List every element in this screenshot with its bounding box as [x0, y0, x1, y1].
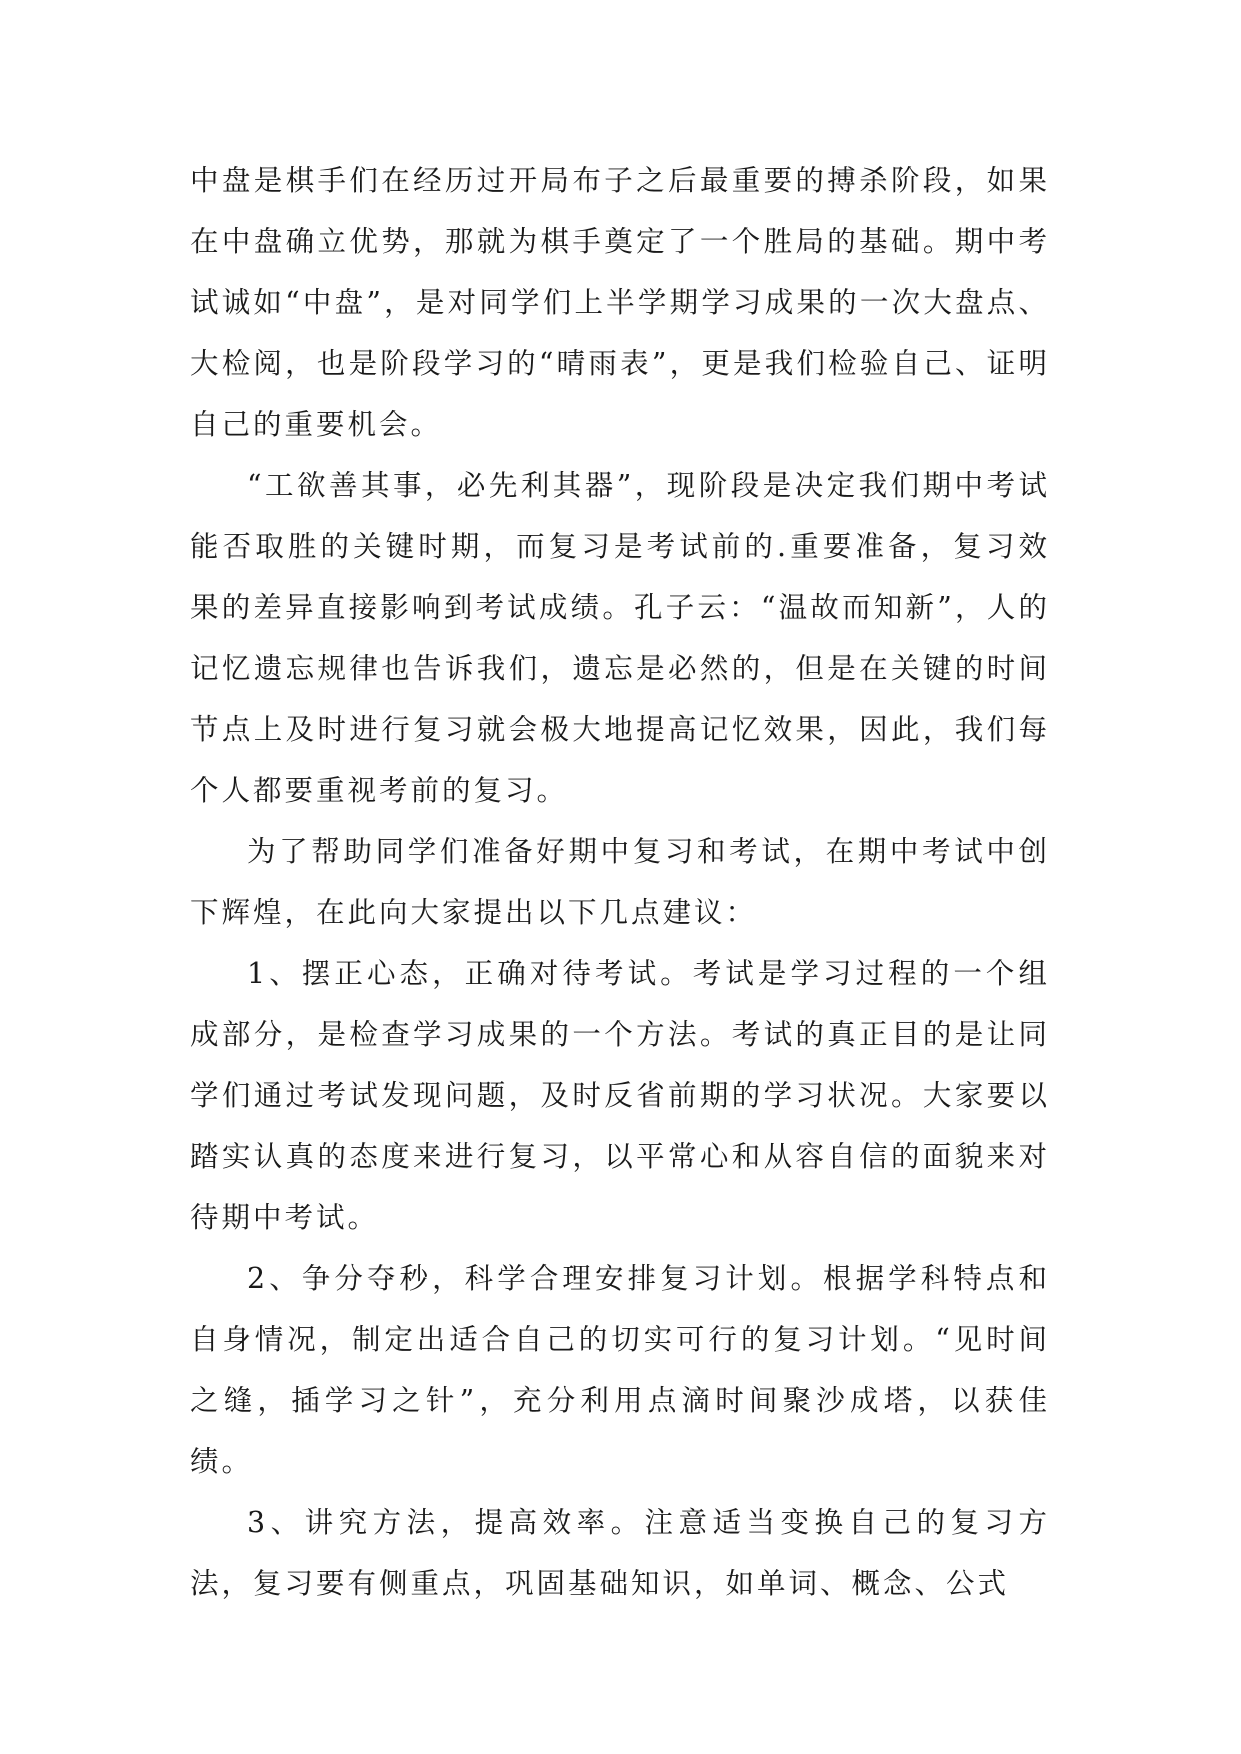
paragraph-4: 1、摆正心态，正确对待考试。考试是学习过程的一个组成部分，是检查学习成果的一个方法。考试的真正目的是让同学们通过考试发现问题，及时反省前期的学习状况。大家要以踏实认真的态度来进行复习，以平常心和从容自信的面貌来对待期中考试。 [190, 957, 1050, 1234]
document-page [190, 150, 1050, 1614]
paragraph-3: 为了帮助同学们准备好期中复习和考试，在期中考试中创下辉煌，在此向大家提出以下几点建议： [190, 835, 1050, 929]
paragraph-5: 2、争分夺秒，科学合理安排复习计划。根据学科特点和自身情况，制定出适合自己的切实可行的复习计划。“见时间之缝，插学习之针”，充分利用点滴时间聚沙成塔，以获佳绩。 [190, 1262, 1050, 1478]
paragraph-2: “工欲善其事，必先利其器”，现阶段是决定我们期中考试能否取胜的关键时期，而复习是考试前的.重要准备，复习效果的差异直接影响到考试成绩。孔子云：“温故而知新”，人的记忆遗忘规律也告诉我们，遗忘是必然的，但是在关键的时间节点上及时进行复习就会极大地提高记忆效果，因此，我们每个人都要重视考前的复习。 [190, 469, 1050, 807]
paragraph-1: 中盘是棋手们在经历过开局布子之后最重要的搏杀阶段，如果在中盘确立优势，那就为棋手奠定了一个胜局的基础。期中考试诚如“中盘”，是对同学们上半学期学习成果的一次大盘点、大检阅，也是阶段学习的“晴雨表”，更是我们检验自己、证明自己的重要机会。 [190, 164, 1050, 441]
paragraph-6: 3、讲究方法，提高效率。注意适当变换自己的复习方法，复习要有侧重点，巩固基础知识，如单词、概念、公式 [190, 1506, 1050, 1600]
